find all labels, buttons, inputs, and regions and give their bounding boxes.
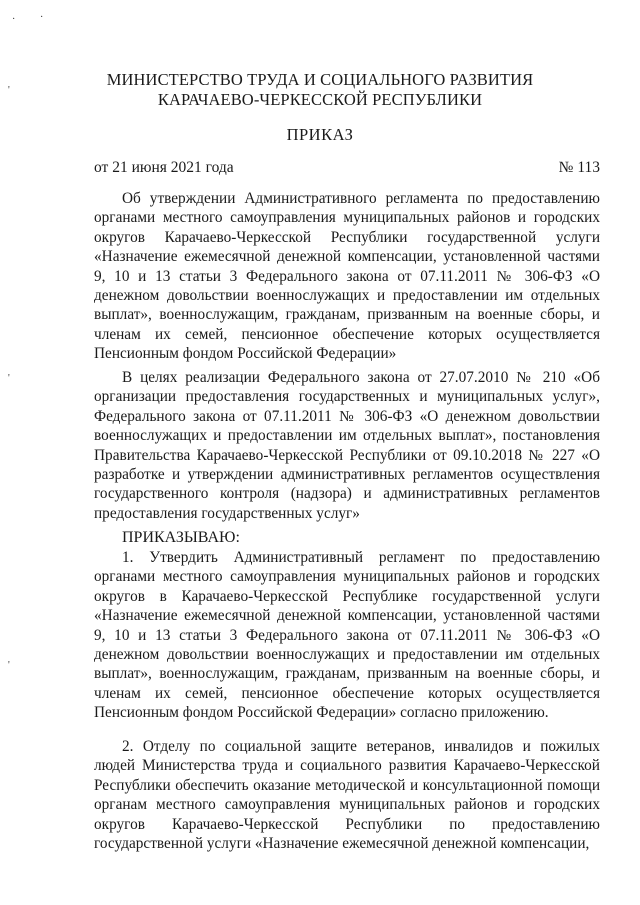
scan-mark: ': [8, 85, 10, 96]
order-item-2: 2. Отделу по социальной защите ветеранов, инвалидов и пожилых людей Министерства труда и социального развития Карачаево-Черкесской Республики обеспечить оказание методической и консультационной помощи органам местного самоуправления муниципальных районов и городских округов Карачаево-Черкесской Республики по предоставлению государственной услуги «Назначение ежемесячной денежной компенсации,: [94, 738, 600, 853]
legal-basis-paragraph: В целях реализации Федерального закона от 27.07.2010 № 210 «Об организации предоставления государственных и муниципальных услуг», Федерального закона от 07.11.2011 № 306-ФЗ «О денежном довольствии военнослужащих и предоставлении им отдельных выплат», постановления Правительства Карачаево-Черкесской Республики от 09.10.2018 № 227 «О разработке и утверждении административных регламентов осуществления государственного контроля (надзора) и административных регламентов предоставления государственных услуг»: [94, 369, 600, 522]
order-date: от 21 июня 2021 года: [94, 159, 234, 176]
order-directive-word: ПРИКАЗЫВАЮ:: [122, 529, 240, 546]
order-number: № 113: [558, 159, 600, 176]
scan-mark: ·: [12, 14, 16, 25]
scan-mark: ': [8, 373, 10, 384]
ministry-line-2: КАРАЧАЕВО-ЧЕРКЕССКОЙ РЕСПУБЛИКИ: [157, 90, 483, 109]
order-item-1: 1. Утвердить Административный регламент по предоставлению органами местного самоуправления муниципальных районов и городских округов в Карачаево-Черкесской Республике государственной услуги «Назначение ежемесячной денежной компенсации, установленной частями 9, 10 и 13 статьи 3 Федерального закона от 07.11.2011 № 306-ФЗ «О денежном довольствии военнослужащих и предоставлении им отдельных выплат», военнослужащим, гражданам, призванным на военные сборы, и членам их семей, пенсионное обеспечение которых осуществляется Пенсионным фондом Российской Федерации» согласно приложению.: [94, 549, 600, 722]
ministry-line-1: МИНИСТЕРСТВО ТРУДА И СОЦИАЛЬНОГО РАЗВИТИЯ: [106, 70, 534, 89]
scan-mark: ': [8, 660, 10, 671]
ministry-header: [0, 70, 640, 110]
document-type: ПРИКАЗ: [286, 125, 354, 144]
order-subject: Об утверждении Административного регламента по предоставлению органами местного самоуправления муниципальных районов и городских округов Карачаево-Черкесской Республики государственной услуги «Назначение ежемесячной денежной компенсации, установленной частями 9, 10 и 13 статьи 3 Федерального закона от 07.11.2011 № 306-ФЗ «О денежном довольствии военнослужащих и предоставлении им отдельных выплат», военнослужащим, гражданам, призванным на военные сборы, и членам их семей, пенсионное обеспечение которых осуществляется Пенсионным фондом Российской Федерации»: [94, 190, 600, 363]
scan-mark: ·: [40, 12, 44, 23]
date-number-line: [94, 159, 600, 177]
